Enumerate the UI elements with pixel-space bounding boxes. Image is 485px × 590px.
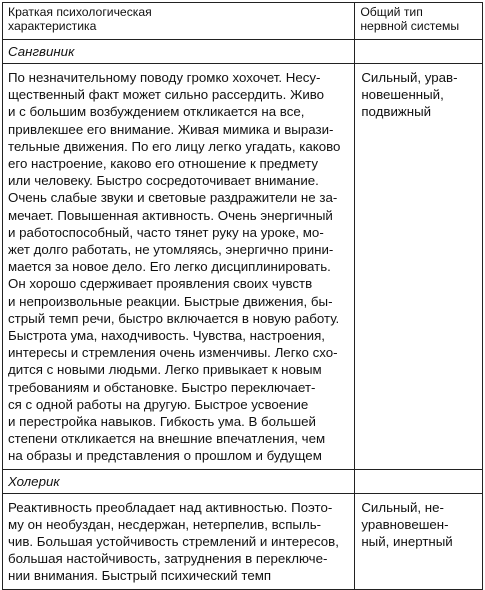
description-line: его настроение, каково его отношение к предмету bbox=[8, 156, 318, 172]
description-line: интересы и стремления очень изменчивы. Легко схо- bbox=[8, 345, 338, 361]
empty-cell bbox=[355, 469, 483, 493]
description-line: нии внимания. Быстрый психический темп bbox=[8, 568, 272, 584]
header-type-line: нервной системы bbox=[360, 19, 460, 33]
type-line: подвижный bbox=[361, 104, 432, 120]
description-line: жет долго работать, не утомляясь, энергично прини- bbox=[8, 242, 334, 258]
description-line: на образы и представления о прошлом и будущем bbox=[8, 448, 322, 464]
header-characteristic bbox=[3, 3, 355, 40]
description-line: мается за новое дело. Его легко дисциплинировать. bbox=[8, 259, 331, 275]
description-line: и работоспособный, часто тянет руку на уроке, мо- bbox=[8, 224, 324, 240]
description-line: дится с новыми людьми. Легко привыкает к новым bbox=[8, 362, 322, 378]
description-line: стрый темп речи, быстро включается в новую работу. bbox=[8, 310, 340, 326]
description-line: и непроизвольные реакции. Быстрые движения, бы- bbox=[8, 293, 333, 309]
type-line: уравновешен- bbox=[361, 516, 449, 532]
table-header-row bbox=[3, 3, 483, 40]
description-line: тельные движения. По его лицу легко угадать, каково bbox=[8, 138, 341, 154]
description-line: чив. Большая устойчивость стремлений и интересов, bbox=[8, 534, 339, 550]
header-characteristic-line: Краткая психологическая bbox=[8, 5, 152, 19]
description-line: или человеку. Быстро сосредоточивает внимание. bbox=[8, 173, 319, 189]
description-line: Реактивность преобладает над активностью. Поэто- bbox=[8, 499, 333, 515]
description-line: По незначительному поводу громко хохочет. Несу- bbox=[8, 70, 321, 85]
header-type bbox=[355, 3, 483, 40]
empty-cell bbox=[355, 40, 483, 64]
temperament-name: Холерик bbox=[3, 469, 355, 493]
table-row-choleric bbox=[3, 493, 483, 589]
section-row-sanguine bbox=[3, 40, 483, 64]
description-line: щественный факт может сильно рассердить. Живо bbox=[8, 87, 325, 103]
description-line: мечает. Повышенная активность. Очень энергичный bbox=[8, 207, 333, 223]
table-row-sanguine bbox=[3, 64, 483, 470]
description-line: Он хорошо сдерживает проявления своих чувств bbox=[8, 276, 313, 292]
temperament-name: Сангвиник bbox=[3, 40, 355, 64]
description-line: степени откликается на внешние впечатления, чем bbox=[8, 431, 326, 447]
type-line: ный, инертный bbox=[361, 534, 453, 550]
section-row-choleric bbox=[3, 469, 483, 493]
description-cell bbox=[3, 64, 355, 470]
description-line: большая настойчивость, затруднения в переключе- bbox=[8, 551, 328, 567]
temperament-table bbox=[2, 2, 483, 590]
description-cell bbox=[3, 493, 355, 589]
nervous-system-type-cell bbox=[355, 64, 483, 470]
description-line: требованиям и обстановке. Быстро переключает- bbox=[8, 379, 316, 395]
description-line: му он необуздан, несдержан, нетерпелив, вспыль- bbox=[8, 516, 322, 532]
type-line: Сильный, урав- bbox=[361, 70, 458, 85]
type-line: Сильный, не- bbox=[361, 499, 444, 515]
description-line: Быстрота ума, находчивость. Чувства, настроения, bbox=[8, 328, 325, 344]
description-line: и с большим возбуждением откликается на все, bbox=[8, 104, 305, 120]
header-characteristic-line: характеристика bbox=[8, 19, 97, 33]
nervous-system-type-cell bbox=[355, 493, 483, 589]
type-line: новешенный, bbox=[361, 87, 444, 103]
description-line: привлекшее его внимание. Живая мимика и вырази- bbox=[8, 121, 334, 137]
description-line: и перестройка навыков. Гибкость ума. В большей bbox=[8, 414, 316, 430]
header-type-line: Общий тип bbox=[360, 5, 423, 19]
description-line: ся с одной работы на другую. Быстрое усвоение bbox=[8, 396, 309, 412]
description-line: Очень слабые звуки и световые раздражители не за- bbox=[8, 190, 338, 206]
